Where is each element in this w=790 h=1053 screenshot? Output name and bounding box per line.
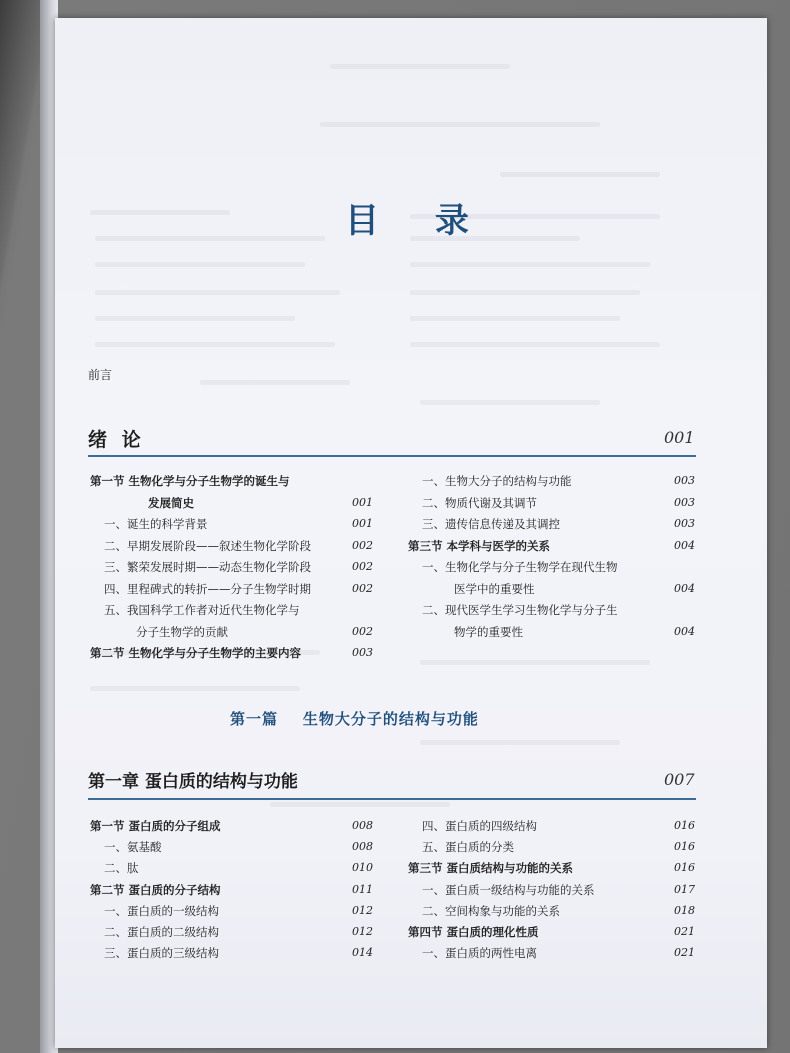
toc-page-number: 003 [674, 495, 695, 509]
toc-page-number: 004 [674, 538, 695, 552]
toc-entry[interactable]: 第一节 蛋白质的分子组成 [90, 819, 221, 833]
toc-page-number: 002 [352, 624, 373, 638]
toc-page-number: 012 [352, 925, 373, 938]
toc-title: 目 录 [345, 201, 491, 241]
toc-entry[interactable]: 第三节 蛋白质结构与功能的关系 [408, 861, 574, 876]
toc-entry[interactable]: 三、繁荣发展时期——动态生物化学阶段 [104, 560, 311, 574]
toc-entry[interactable]: 四、蛋白质的四级结构 [422, 819, 537, 833]
intro-heading[interactable]: 绪 论 [88, 429, 145, 451]
toc-page-number: 002 [352, 538, 373, 552]
chapter-page-number: 007 [664, 770, 695, 789]
toc-entry[interactable]: 二、现代医学生学习生物化学与分子生 [422, 603, 618, 617]
toc-entry[interactable]: 五、我国科学工作者对近代生物化学与 [104, 603, 300, 617]
chapter-rule [88, 798, 696, 800]
part-label: 第一篇 [230, 710, 279, 728]
toc-page-number: 003 [674, 474, 695, 487]
toc-entry[interactable]: 二、早期发展阶段——叙述生物化学阶段 [104, 538, 311, 553]
toc-page-number: 004 [674, 624, 695, 638]
toc-page-number: 016 [674, 819, 695, 832]
chapter-heading[interactable]: 第一章 蛋白质的结构与功能 [88, 772, 298, 792]
toc-entry[interactable]: 二、肽 [104, 861, 139, 876]
toc-entry[interactable]: 二、物质代谢及其调节 [422, 495, 537, 510]
toc-entry[interactable]: 第一节 生物化学与分子生物学的诞生与 [90, 474, 290, 488]
toc-page-number: 010 [352, 861, 373, 875]
toc-page-number: 017 [674, 882, 695, 896]
toc-page-number: 003 [352, 646, 373, 659]
toc-page-number: 001 [352, 517, 373, 530]
preface-entry[interactable]: 前言 [88, 368, 113, 382]
toc-page-number: 021 [674, 946, 695, 960]
toc-page-number: 016 [674, 861, 695, 875]
toc-page-number: 003 [674, 517, 695, 530]
toc-entry[interactable]: 物学的重要性 [454, 624, 523, 639]
toc-page-number: 008 [352, 840, 373, 854]
toc-page-number: 002 [352, 560, 373, 573]
toc-page-number: 002 [352, 581, 373, 595]
toc-entry[interactable]: 第三节 本学科与医学的关系 [408, 538, 551, 553]
toc-page-number: 001 [352, 495, 373, 509]
part-title: 生物大分子的结构与功能 [302, 710, 479, 728]
toc-entry[interactable]: 二、蛋白质的二级结构 [104, 925, 219, 939]
toc-entry[interactable]: 医学中的重要性 [454, 581, 535, 596]
toc-page-number: 011 [352, 882, 373, 896]
toc-entry[interactable]: 一、诞生的科学背景 [104, 517, 208, 531]
intro-rule [88, 455, 696, 457]
toc-entry[interactable]: 三、蛋白质的三级结构 [104, 946, 219, 961]
part-heading [230, 708, 479, 729]
toc-entry[interactable]: 一、蛋白质一级结构与功能的关系 [422, 882, 595, 897]
toc-entry[interactable]: 二、空间构象与功能的关系 [422, 903, 560, 918]
toc-entry[interactable]: 分子生物学的贡献 [136, 624, 228, 639]
intro-page-number: 001 [664, 428, 695, 447]
toc-entry[interactable]: 发展简史 [148, 495, 194, 510]
toc-page-number: 008 [352, 819, 373, 832]
toc-page-number: 016 [674, 840, 695, 854]
toc-entry[interactable]: 一、生物大分子的结构与功能 [422, 474, 572, 488]
toc-entry[interactable]: 第二节 生物化学与分子生物学的主要内容 [90, 646, 302, 660]
toc-page-number: 014 [352, 946, 373, 960]
toc-page-number: 018 [674, 903, 695, 917]
toc-entry[interactable]: 一、氨基酸 [104, 840, 162, 855]
toc-entry[interactable]: 第二节 蛋白质的分子结构 [90, 882, 221, 897]
toc-entry[interactable]: 一、生物化学与分子生物学在现代生物 [422, 560, 618, 574]
toc-entry[interactable]: 第四节 蛋白质的理化性质 [408, 925, 539, 939]
toc-entry[interactable]: 三、遗传信息传递及其调控 [422, 517, 560, 531]
toc-entry[interactable]: 一、蛋白质的两性电离 [422, 946, 537, 961]
toc-page-number: 021 [674, 925, 695, 938]
toc-entry[interactable]: 五、蛋白质的分类 [422, 840, 514, 855]
toc-page-number: 004 [674, 581, 695, 595]
toc-entry[interactable]: 四、里程碑式的转折——分子生物学时期 [104, 581, 311, 596]
toc-page-number: 012 [352, 903, 373, 917]
toc-entry[interactable]: 一、蛋白质的一级结构 [104, 903, 219, 918]
